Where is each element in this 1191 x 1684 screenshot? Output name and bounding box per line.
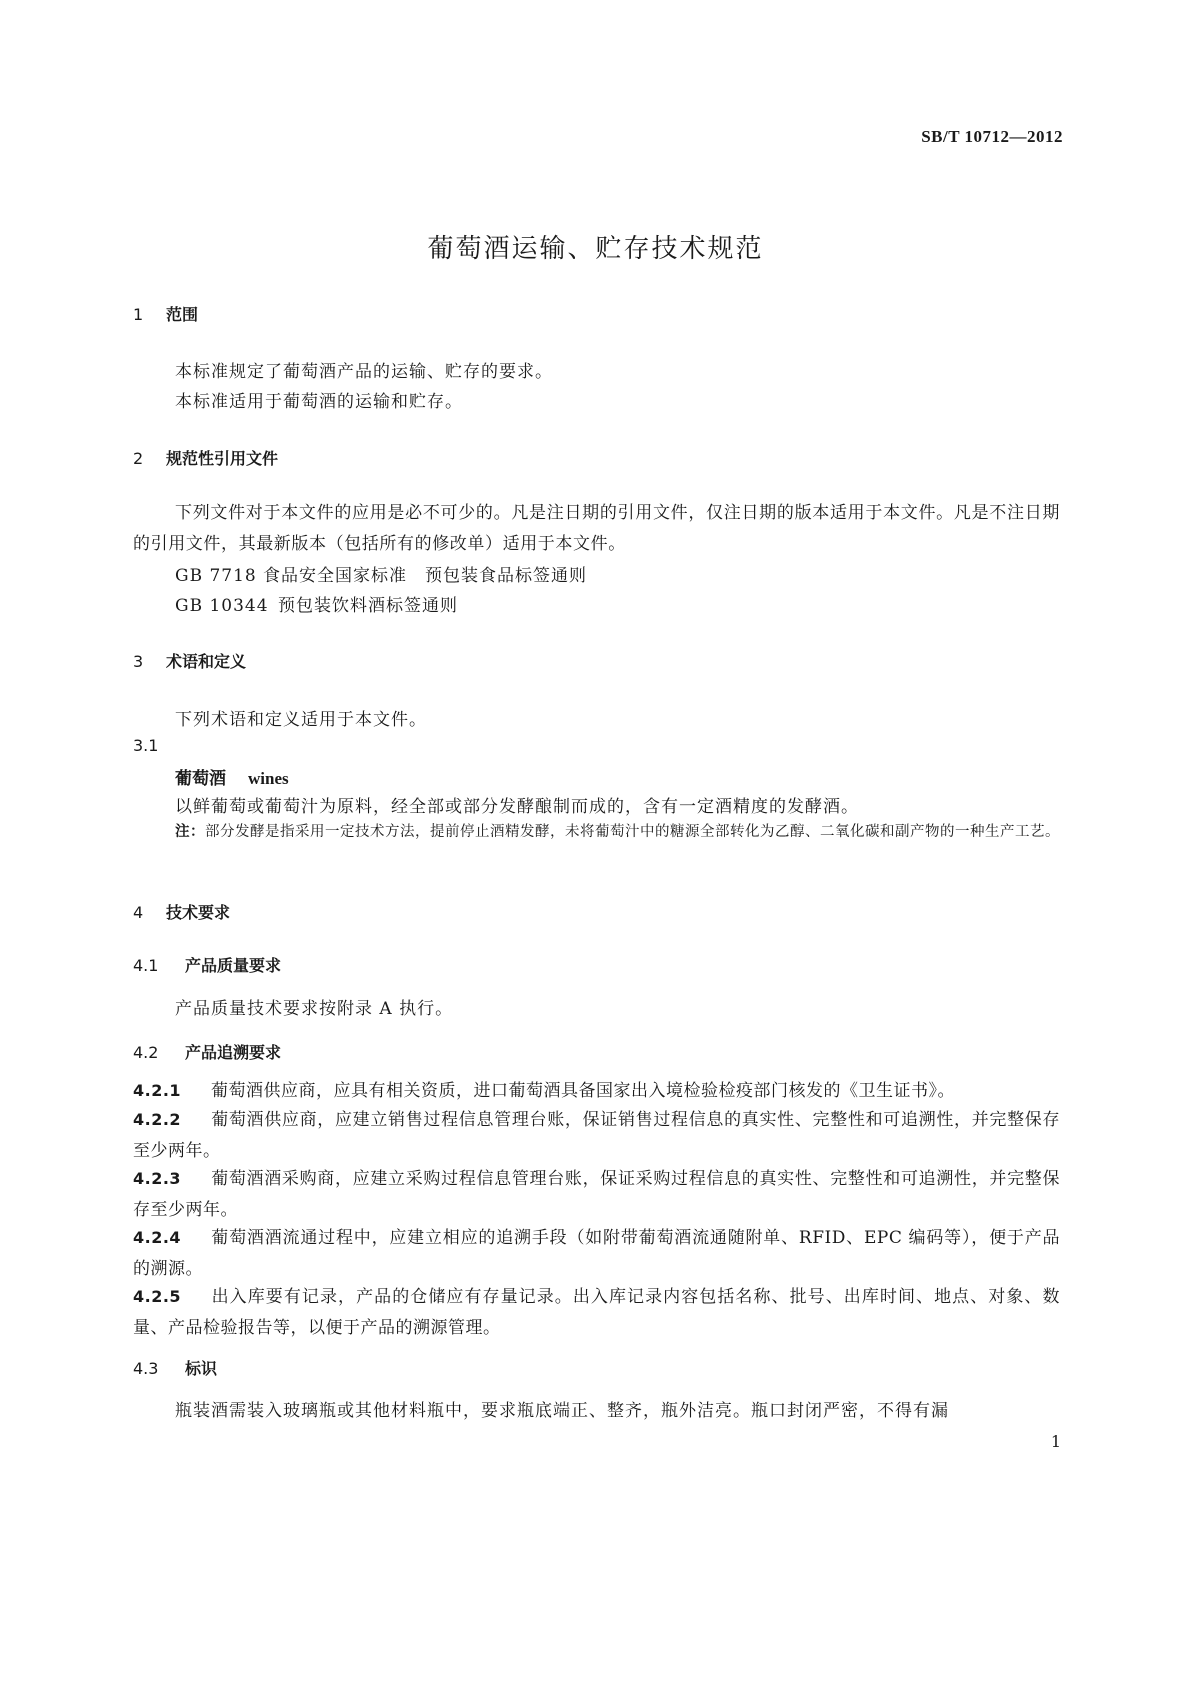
term-name-en: wines — [248, 769, 289, 788]
note-text: 部分发酵是指采用一定技术方法，提前停止酒精发酵，未将葡萄汁中的糖源全部转化为乙醇、二氧化碳和副产物的一种生产工艺。 — [205, 824, 1060, 840]
section-4-3-heading — [133, 1356, 217, 1379]
section-number: 1 — [133, 305, 144, 324]
clause-text: 葡萄酒酒采购商，应建立采购过程信息管理台账，保证采购过程信息的真实性、完整性和可追溯性，并完整保存至少两年。 — [133, 1169, 1060, 1220]
document-title: 葡萄酒运输、贮存技术规范 — [427, 234, 764, 264]
reference-code: GB 7718 — [175, 566, 257, 586]
section-1-paragraph-1: 本标准规定了葡萄酒产品的运输、贮存的要求。 — [175, 362, 553, 382]
section-number: 4.1 — [133, 956, 159, 975]
section-number: 2 — [133, 449, 144, 468]
section-title: 标识 — [185, 1359, 218, 1378]
section-4-heading — [133, 900, 230, 923]
term-definition: 以鲜葡萄或葡萄汁为原料，经全部或部分发酵酿制而成的，含有一定酒精度的发酵酒。 — [175, 797, 859, 817]
reference-title: 预包装饮料酒标签通则 — [278, 596, 458, 616]
reference-item — [175, 591, 458, 616]
section-title: 术语和定义 — [166, 652, 247, 671]
clause-text: 葡萄酒酒流通过程中，应建立相应的追溯手段（如附带葡萄酒流通随附单、RFID、EPC 编码等），便于产品的溯源。 — [133, 1228, 1060, 1279]
reference-code: GB 10344 — [175, 596, 269, 616]
term-note — [175, 820, 1090, 845]
section-number: 3 — [133, 652, 144, 671]
clause-4-2-5 — [133, 1281, 1060, 1344]
section-number: 4.2 — [133, 1043, 159, 1062]
clause-number: 4.2.5 — [133, 1287, 182, 1306]
page-number: 1 — [1050, 1432, 1061, 1451]
section-number: 4 — [133, 903, 144, 922]
reference-title: 食品安全国家标准 预包装食品标签通则 — [263, 566, 587, 586]
note-label: 注： — [175, 824, 205, 840]
term-number: 3.1 — [133, 736, 159, 755]
clause-text: 葡萄酒供应商，应建立销售过程信息管理台账，保证销售过程信息的真实性、完整性和可追溯性，并完整保存至少两年。 — [133, 1110, 1060, 1161]
clause-4-2-4 — [133, 1222, 1060, 1285]
section-3-paragraph-1: 下列术语和定义适用于本文件。 — [175, 710, 427, 730]
section-number: 4.3 — [133, 1359, 159, 1378]
section-title: 技术要求 — [166, 903, 231, 922]
clause-number: 4.2.3 — [133, 1169, 182, 1188]
term-name-zh: 葡萄酒 — [175, 769, 226, 789]
section-title: 范围 — [166, 305, 199, 324]
section-title: 产品追溯要求 — [185, 1043, 282, 1062]
reference-item — [175, 561, 587, 586]
section-1-heading — [133, 302, 198, 325]
section-4-2-heading — [133, 1040, 281, 1063]
term-name — [175, 764, 289, 789]
clause-4-2-1 — [133, 1075, 1060, 1107]
section-2-heading — [133, 446, 278, 469]
section-title: 规范性引用文件 — [166, 449, 279, 468]
section-2-paragraph-1: 下列文件对于本文件的应用是必不可少的。凡是注日期的引用文件，仅注日期的版本适用于本文件。凡是不注日期的引用文件，其最新版本（包括所有的修改单）适用于本文件。 — [133, 503, 1060, 554]
section-4-1-heading — [133, 953, 281, 976]
section-4-3-paragraph: 瓶装酒需装入玻璃瓶或其他材料瓶中，要求瓶底端正、整齐，瓶外洁亮。瓶口封闭严密，不得有漏 — [175, 1401, 949, 1421]
section-title: 产品质量要求 — [185, 956, 282, 975]
clause-number: 4.2.4 — [133, 1228, 182, 1247]
clause-4-2-3 — [133, 1163, 1060, 1226]
clause-4-2-2 — [133, 1104, 1060, 1167]
clause-number: 4.2.1 — [133, 1081, 182, 1100]
section-4-1-paragraph: 产品质量技术要求按附录 A 执行。 — [175, 999, 454, 1019]
clause-text: 出入库要有记录，产品的仓储应有存量记录。出入库记录内容包括名称、批号、出库时间、地点、对象、数量、产品检验报告等，以便于产品的溯源管理。 — [133, 1287, 1060, 1338]
section-1-paragraph-2: 本标准适用于葡萄酒的运输和贮存。 — [175, 392, 463, 412]
clause-number: 4.2.2 — [133, 1110, 182, 1129]
standard-code: SB/T 10712—2012 — [921, 127, 1063, 146]
clause-text: 葡萄酒供应商，应具有相关资质，进口葡萄酒具备国家出入境检验检疫部门核发的《卫生证书》。 — [211, 1081, 955, 1101]
section-3-heading — [133, 649, 246, 672]
